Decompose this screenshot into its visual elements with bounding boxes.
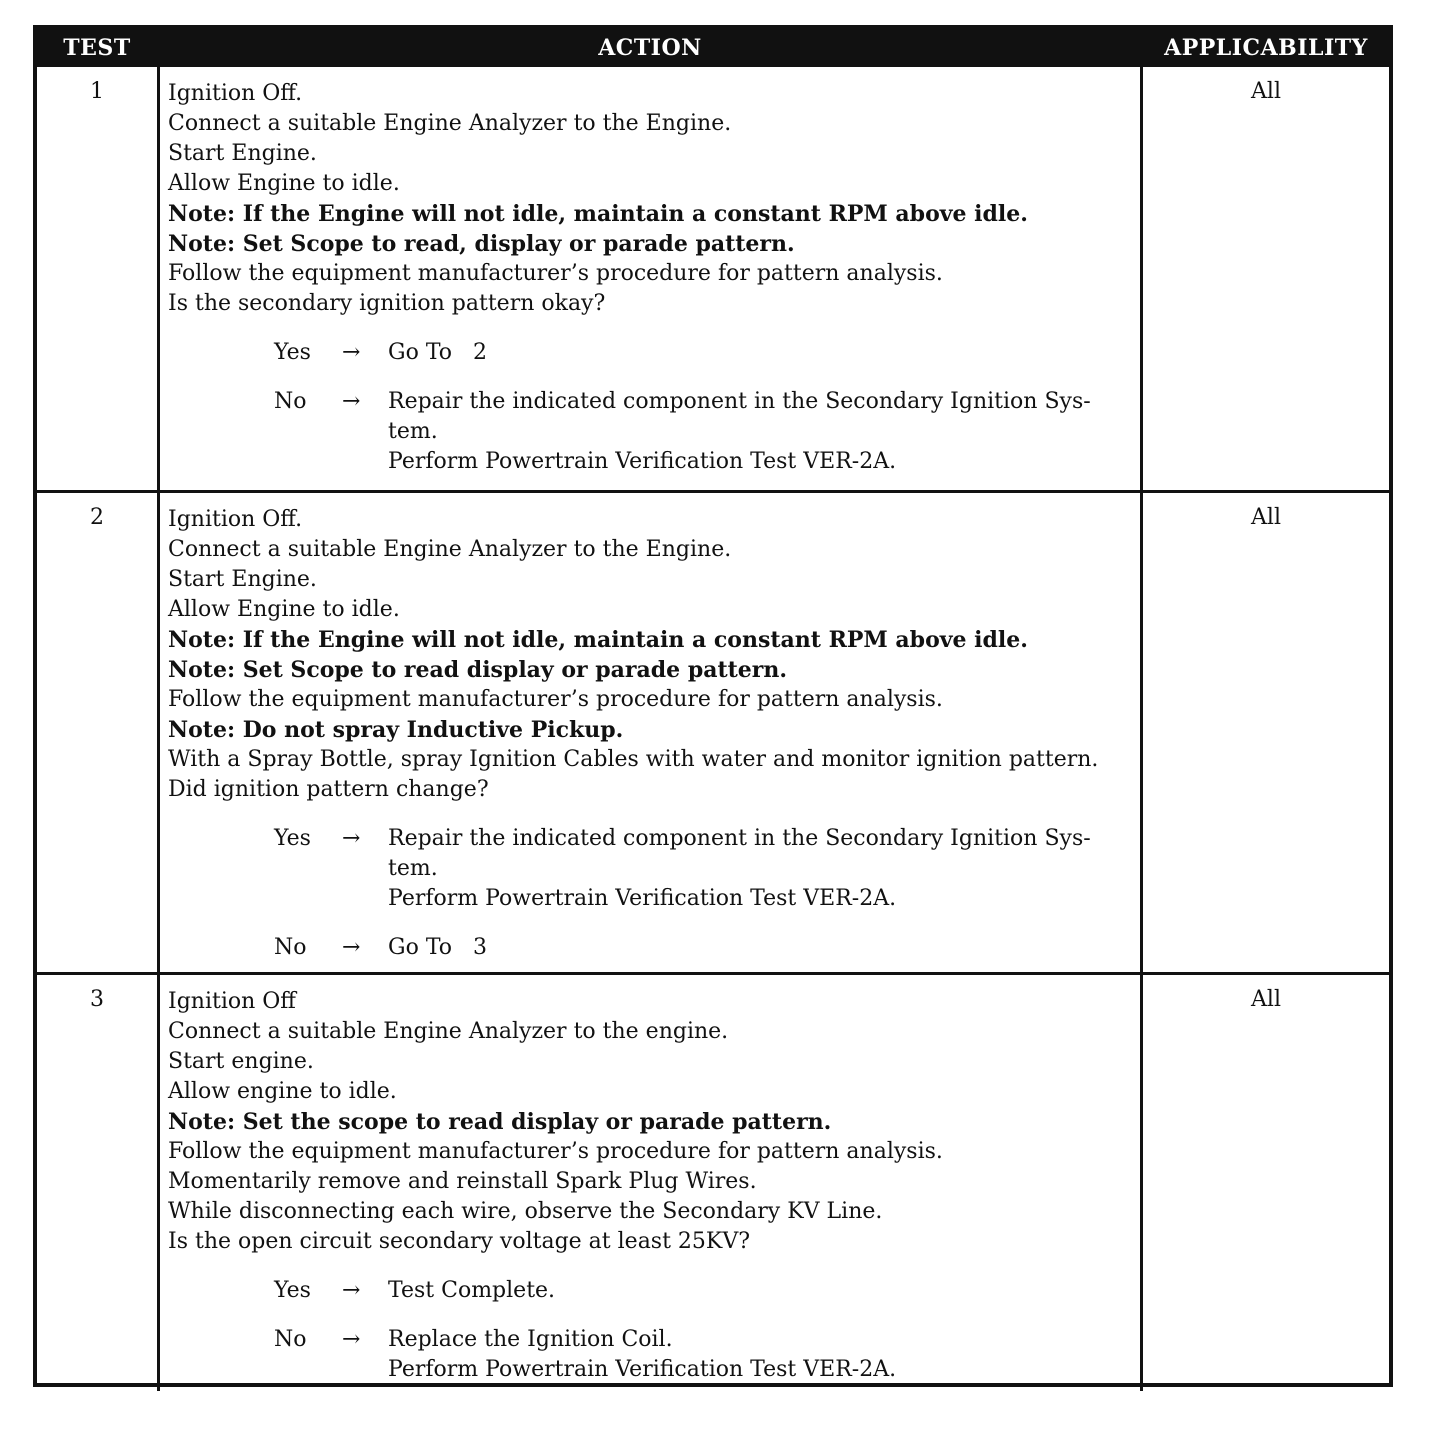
table-body (37, 67, 1389, 1383)
action-line: Connect a suitable Engine Analyzer to the Engine. (168, 537, 732, 562)
table-row (37, 490, 1389, 975)
result-label: No (274, 1327, 307, 1352)
result-line: Perform Powertrain Verification Test VER-2A. (388, 1357, 897, 1382)
result-line: Perform Powertrain Verification Test VER-2A. (388, 886, 897, 911)
action-line: Ignition Off. (168, 81, 303, 106)
action-line: Follow the equipment manufacturer’s procedure for pattern analysis. (168, 1139, 943, 1164)
test-number: 2 (90, 505, 104, 530)
note-line: Note: If the Engine will not idle, maintain a constant RPM above idle. (168, 627, 1028, 653)
test-number: 3 (90, 987, 104, 1012)
table-row (37, 972, 1389, 1391)
result-no (168, 387, 1132, 477)
result-line: tem. (388, 856, 438, 881)
action-line: Allow Engine to idle. (168, 171, 400, 196)
result-text (388, 1276, 1132, 1306)
action-line: While disconnecting each wire, observe the Secondary KV Line. (168, 1199, 883, 1224)
header-test: TEST (63, 35, 131, 61)
test-number: 1 (90, 79, 104, 104)
action-line: Ignition Off (168, 989, 296, 1014)
action-line: Follow the equipment manufacturer’s procedure for pattern analysis. (168, 687, 943, 712)
note-line: Note: Do not spray Inductive Pickup. (168, 717, 624, 743)
action-line: Allow Engine to idle. (168, 597, 400, 622)
action-line: Connect a suitable Engine Analyzer to the engine. (168, 1019, 729, 1044)
arrow-icon: → (342, 1278, 361, 1303)
action-line: Allow engine to idle. (168, 1079, 397, 1104)
header-action: ACTION (598, 35, 702, 61)
action-cell (157, 67, 1143, 490)
result-line: Test Complete. (388, 1278, 556, 1303)
header-applicability: APPLICABILITY (1164, 35, 1368, 61)
note-line: Note: Set Scope to read, display or parade pattern. (168, 231, 795, 257)
action-line: Connect a suitable Engine Analyzer to the Engine. (168, 111, 732, 136)
result-line: tem. (388, 419, 438, 444)
result-no (168, 1325, 1132, 1385)
result-label: Yes (274, 340, 311, 365)
note-line: Note: Set the scope to read display or parade pattern. (168, 1109, 832, 1135)
diagnostic-table (33, 25, 1393, 1387)
action-line: With a Spray Bottle, spray Ignition Cables with water and monitor ignition pattern. (168, 747, 1099, 772)
arrow-icon: → (342, 1327, 361, 1352)
applicability-cell: All (1251, 987, 1281, 1012)
action-cell (157, 975, 1143, 1391)
action-line: Start Engine. (168, 567, 317, 592)
result-text (388, 387, 1132, 477)
result-line: Go To 2 (388, 340, 487, 365)
action-line: Follow the equipment manufacturer’s procedure for pattern analysis. (168, 261, 943, 286)
result-line: Perform Powertrain Verification Test VER-2A. (388, 449, 897, 474)
result-no (168, 933, 1132, 963)
note-line: Note: If the Engine will not idle, maintain a constant RPM above idle. (168, 201, 1028, 227)
arrow-icon: → (342, 389, 361, 414)
result-line: Repair the indicated component in the Secondary Ignition Sys- (388, 826, 1091, 851)
action-line: Did ignition pattern change? (168, 777, 489, 802)
table-row (37, 67, 1389, 490)
result-text (388, 824, 1132, 914)
arrow-icon: → (342, 340, 361, 365)
result-yes (168, 824, 1132, 914)
result-text (388, 1325, 1132, 1385)
result-label: No (274, 935, 307, 960)
applicability-cell: All (1251, 79, 1281, 104)
result-line: Go To 3 (388, 935, 487, 960)
result-label: No (274, 389, 307, 414)
result-label: Yes (274, 826, 311, 851)
applicability-cell: All (1251, 505, 1281, 530)
result-text (388, 338, 1132, 368)
note-line: Note: Set Scope to read display or parade pattern. (168, 657, 788, 683)
result-line: Replace the Ignition Coil. (388, 1327, 673, 1352)
result-yes (168, 1276, 1132, 1306)
action-cell (157, 493, 1143, 975)
result-text (388, 933, 1132, 963)
action-line: Is the secondary ignition pattern okay? (168, 291, 606, 316)
action-line: Momentarily remove and reinstall Spark Plug Wires. (168, 1169, 757, 1194)
arrow-icon: → (342, 935, 361, 960)
action-line: Ignition Off. (168, 507, 303, 532)
table-header (37, 29, 1389, 67)
action-line: Is the open circuit secondary voltage at least 25KV? (168, 1229, 751, 1254)
result-line: Repair the indicated component in the Secondary Ignition Sys- (388, 389, 1091, 414)
result-label: Yes (274, 1278, 311, 1303)
action-line: Start engine. (168, 1049, 314, 1074)
result-yes (168, 338, 1132, 368)
action-line: Start Engine. (168, 141, 317, 166)
arrow-icon: → (342, 826, 361, 851)
